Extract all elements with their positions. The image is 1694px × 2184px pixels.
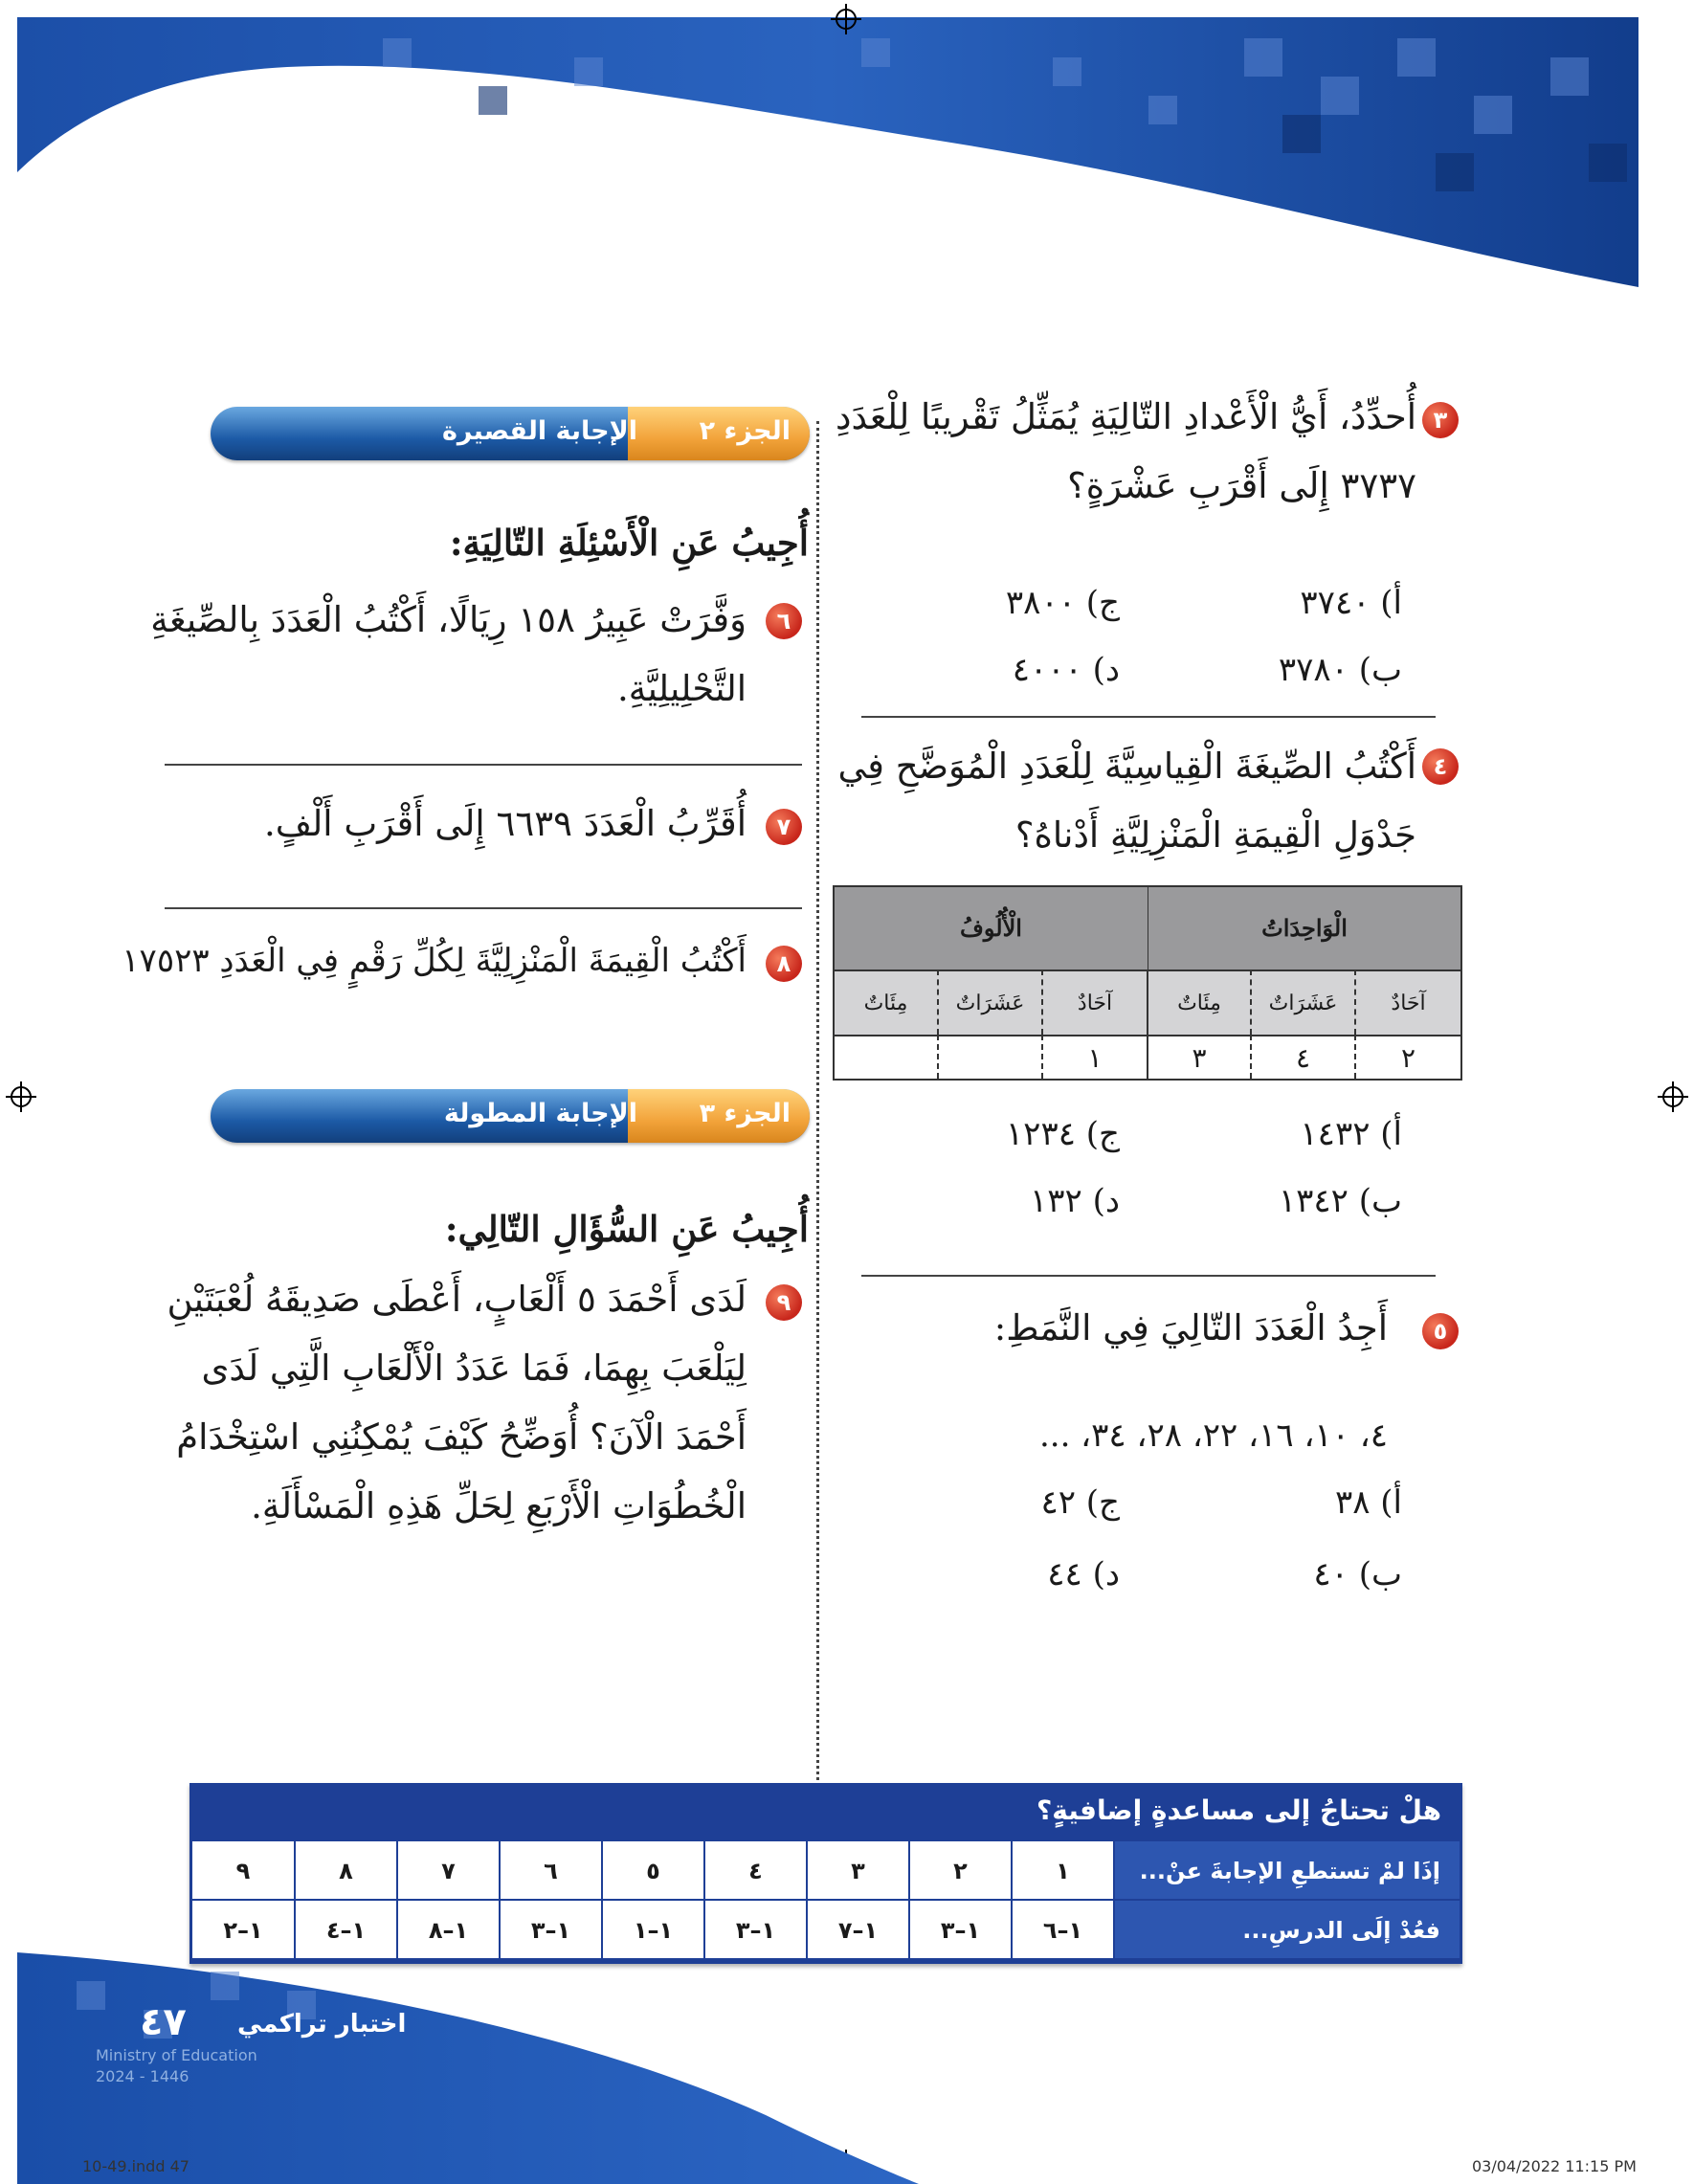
question-number: ٤ bbox=[1422, 748, 1459, 785]
question-line: أَحْمَدَ الْآنَ؟ أُوَضِّحُ كَيْفَ يُمْكِنُنِي اسْتِخْدَامُ bbox=[176, 1416, 747, 1458]
column-header: عَشَرَاتٌ bbox=[1252, 969, 1356, 1035]
header-wave-banner bbox=[0, 0, 1694, 325]
option-a[interactable] bbox=[1300, 1115, 1402, 1153]
digit-cell: ٣ bbox=[1148, 1035, 1252, 1079]
part-3-instruction: أُجِيبُ عَنِ السُّؤَالِ التّالِي: bbox=[444, 1208, 809, 1250]
part-2-banner bbox=[211, 407, 810, 460]
question-line: وَفَّرَتْ عَبِيرُ ١٥٨ رِيَالًا، أَكْتُبُ الْعَدَدَ بِالصِّيغَةِ bbox=[150, 599, 747, 640]
option-label: ب) bbox=[1358, 651, 1402, 689]
answer-line bbox=[165, 764, 802, 766]
column-divider bbox=[816, 421, 819, 1809]
question-number: ٦ bbox=[766, 603, 802, 639]
option-d[interactable] bbox=[1013, 651, 1120, 689]
question-number: ٩ bbox=[766, 1284, 802, 1321]
page-number: ٤٧ bbox=[140, 2000, 187, 2044]
option-label: د) bbox=[1092, 651, 1120, 689]
help-lesson-cell: ١–١ bbox=[602, 1900, 704, 1959]
option-value: ٤٢ bbox=[1040, 1483, 1076, 1522]
help-lesson-cell: ١–٣ bbox=[500, 1900, 602, 1959]
question-line: الْخُطُوَاتِ الْأَرْبَعِ لِحَلِّ هَذِهِ الْمَسْأَلَةِ. bbox=[251, 1485, 747, 1527]
option-label: أ) bbox=[1380, 584, 1402, 622]
question-7-text: أُقَرِّبُ الْعَدَدَ ٦٦٣٩ إِلَى أَقْرَبِ أَلْفٍ. bbox=[263, 803, 747, 844]
help-question-cell: ١ bbox=[1012, 1840, 1114, 1900]
option-label: ج) bbox=[1085, 1483, 1120, 1522]
section-title: اختبار تراكمي bbox=[237, 2010, 407, 2039]
option-label: أ) bbox=[1380, 1115, 1402, 1153]
column-header: مِئَاتٌ bbox=[835, 969, 939, 1035]
pattern-sequence: ٤، ١٠، ١٦، ٢٢، ٢٨، ٣٤، ... bbox=[1038, 1416, 1388, 1455]
digit-cell: ٢ bbox=[1356, 1035, 1460, 1079]
option-value: ٣٧٨٠ bbox=[1278, 651, 1349, 689]
option-value: ٤٠٠٠ bbox=[1012, 651, 1082, 689]
question-6-text bbox=[134, 586, 747, 724]
part-3-title: الإجابة المطولة bbox=[443, 1099, 637, 1128]
file-info: 10-49.indd 47 bbox=[82, 2157, 189, 2175]
question-5-text: أَجِدُ الْعَدَدَ التّالِيَ فِي النَّمَطِ: bbox=[993, 1307, 1388, 1348]
column-header: مِئَاتٌ bbox=[1148, 969, 1252, 1035]
help-question-cell: ٦ bbox=[500, 1840, 602, 1900]
help-lesson-cell: ١–٦ bbox=[1012, 1900, 1114, 1959]
part-2-title: الإجابة القصيرة bbox=[441, 416, 637, 446]
option-d[interactable] bbox=[1030, 1182, 1120, 1220]
option-c[interactable] bbox=[1006, 584, 1120, 622]
help-row-label-questions: إذَا لمْ تستطعِ الإجابةَ عنْ... bbox=[1114, 1840, 1460, 1900]
option-c[interactable] bbox=[1006, 1115, 1120, 1153]
option-value: ١٣٤٢ bbox=[1278, 1182, 1349, 1220]
question-number: ٣ bbox=[1422, 402, 1459, 438]
watermark-text: Ministry of Education bbox=[96, 2046, 257, 2064]
option-b[interactable] bbox=[1313, 1555, 1402, 1593]
help-lesson-cell: ١–٣ bbox=[909, 1900, 1012, 1959]
separator bbox=[861, 1275, 1436, 1277]
column-header: عَشَرَاتٌ bbox=[939, 969, 1043, 1035]
question-3-text bbox=[835, 383, 1416, 521]
help-lesson-cell: ١–٢ bbox=[191, 1900, 295, 1959]
part-3-number: الجزء ٣ bbox=[699, 1099, 791, 1128]
option-a[interactable] bbox=[1335, 1483, 1402, 1522]
help-table bbox=[189, 1783, 1462, 1964]
option-label: د) bbox=[1092, 1555, 1120, 1593]
help-row-label-lessons: فعُدْ إلَى الدرسِ... bbox=[1114, 1900, 1460, 1959]
option-label: ج) bbox=[1085, 584, 1120, 622]
option-value: ٣٨٠٠ bbox=[1005, 584, 1076, 622]
registration-mark-icon bbox=[6, 1081, 36, 1112]
help-lesson-cell: ١–٨ bbox=[397, 1900, 500, 1959]
digit-cell bbox=[939, 1035, 1043, 1079]
option-label: د) bbox=[1092, 1182, 1120, 1220]
option-value: ٤٤ bbox=[1047, 1555, 1082, 1593]
column-header: آحَادٌ bbox=[1356, 969, 1460, 1035]
option-label: ج) bbox=[1085, 1115, 1120, 1153]
question-number: ٧ bbox=[766, 809, 802, 845]
option-value: ٤٠ bbox=[1313, 1555, 1349, 1593]
group-header-thousands: الْأُلُوفُ bbox=[835, 887, 1148, 969]
option-label: ب) bbox=[1358, 1555, 1402, 1593]
digit-cell: ١ bbox=[1043, 1035, 1148, 1079]
help-question-cell: ٨ bbox=[295, 1840, 397, 1900]
option-d[interactable] bbox=[1047, 1555, 1120, 1593]
question-8-text: أَكْتُبُ الْقِيمَةَ الْمَنْزِلِيَّةَ لِكُلِّ رَقْمٍ فِي الْعَدَدِ ١٧٥٢٣ bbox=[122, 942, 747, 980]
option-a[interactable] bbox=[1300, 584, 1402, 622]
separator bbox=[861, 716, 1436, 718]
question-line: ٣٧٣٧ إِلَى أَقْرَبِ عَشْرَةٍ؟ bbox=[1067, 465, 1416, 506]
help-question-cell: ٢ bbox=[909, 1840, 1012, 1900]
option-label: ب) bbox=[1358, 1182, 1402, 1220]
option-value: ٣٧٤٠ bbox=[1300, 584, 1371, 622]
option-label: أ) bbox=[1380, 1483, 1402, 1522]
question-line: أَكْتُبُ الصِّيغَةَ الْقِياسِيَّةَ لِلْعَدَدِ الْمُوَضَّحِ فِي bbox=[837, 746, 1416, 787]
option-value: ١٣٢ bbox=[1029, 1182, 1082, 1220]
part-2-instruction: أُجِيبُ عَنِ الْأَسْئِلَةِ التّالِيَةِ: bbox=[449, 522, 809, 564]
question-line: جَدْوَلِ الْقِيمَةِ الْمَنْزِلِيَّةِ أَدْناهُ؟ bbox=[1014, 814, 1416, 856]
option-c[interactable] bbox=[1040, 1483, 1120, 1522]
help-question-cell: ٩ bbox=[191, 1840, 295, 1900]
answer-line bbox=[165, 907, 802, 909]
help-question-cell: ٤ bbox=[704, 1840, 807, 1900]
question-line: لِيَلْعَبَ بِهِمَا، فَمَا عَدَدُ الْأَلْعَابِ الَّتِي لَدَى bbox=[201, 1348, 747, 1389]
place-value-table bbox=[833, 885, 1462, 1081]
question-line: التَّحْلِيلِيَّةِ. bbox=[616, 668, 747, 709]
help-lesson-cell: ١–٤ bbox=[295, 1900, 397, 1959]
option-value: ١٢٣٤ bbox=[1005, 1115, 1076, 1153]
help-question-cell: ٥ bbox=[602, 1840, 704, 1900]
help-lesson-cell: ١–٧ bbox=[807, 1900, 909, 1959]
digit-cell: ٤ bbox=[1252, 1035, 1356, 1079]
registration-mark-icon bbox=[1658, 1081, 1688, 1112]
part-2-number: الجزء ٢ bbox=[699, 416, 791, 446]
option-value: ٣٨ bbox=[1334, 1483, 1371, 1522]
help-table-title: هلْ تحتاجُ إلى مساعدةٍ إضافيةٍ؟ bbox=[1036, 1794, 1441, 1826]
registration-mark-icon bbox=[831, 4, 861, 34]
help-question-cell: ٧ bbox=[397, 1840, 500, 1900]
question-number: ٨ bbox=[766, 946, 802, 982]
question-line: أُحدِّدُ، أَيُّ الْأَعْدادِ التّالِيَةِ يُمَثِّلُ تَقْريبًا لِلْعَدَدِ bbox=[835, 396, 1416, 437]
digit-cell bbox=[835, 1035, 939, 1079]
option-value: ١٤٣٢ bbox=[1300, 1115, 1371, 1153]
column-header: آحَادٌ bbox=[1043, 969, 1148, 1035]
question-line: لَدَى أَحْمَدَ ٥ أَلْعَابٍ، أَعْطَى صَدِيقَهُ لُعْبَتَيْنِ bbox=[167, 1279, 747, 1320]
option-b[interactable] bbox=[1279, 651, 1402, 689]
question-4-text bbox=[804, 732, 1416, 870]
option-b[interactable] bbox=[1279, 1182, 1402, 1220]
watermark-year: 2024 - 1446 bbox=[96, 2067, 189, 2085]
question-number: ٥ bbox=[1422, 1313, 1459, 1349]
help-lesson-cell: ١–٣ bbox=[704, 1900, 807, 1959]
part-3-banner bbox=[211, 1089, 810, 1143]
group-header-units: الْوَاحِدَاتُ bbox=[1148, 887, 1460, 969]
date-info: 03/04/2022 11:15 PM bbox=[1472, 2157, 1637, 2175]
help-question-cell: ٣ bbox=[807, 1840, 909, 1900]
question-9-text bbox=[134, 1265, 747, 1541]
